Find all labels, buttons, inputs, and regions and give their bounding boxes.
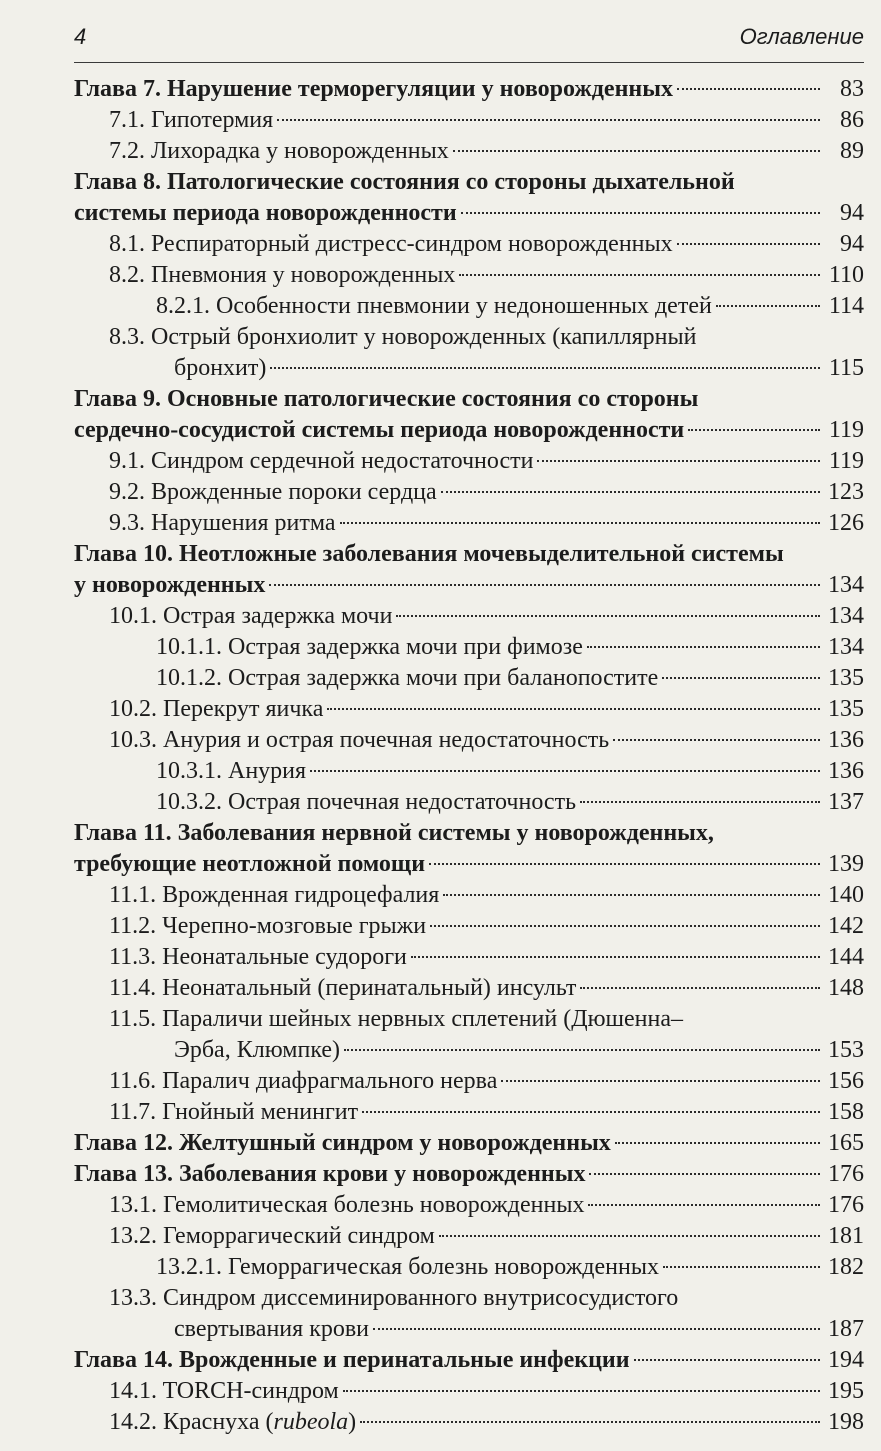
toc-section-entry[interactable] (74, 911, 864, 942)
toc-chapter-entry[interactable] (74, 1159, 864, 1190)
leader-dots (344, 1049, 820, 1051)
leader-dots (589, 1173, 820, 1175)
toc-chapter-entry[interactable] (74, 539, 864, 570)
leader-dots (662, 677, 820, 679)
leader-dots (677, 88, 820, 90)
toc-section-entry[interactable] (74, 229, 864, 260)
page-ref: 115 (828, 355, 864, 381)
leader-dots (441, 491, 820, 493)
toc-section-entry[interactable] (74, 508, 864, 539)
toc-section-entry[interactable] (74, 291, 864, 322)
page-ref: 198 (828, 1409, 864, 1435)
leader-dots (429, 863, 820, 865)
page-ref: 181 (828, 1223, 864, 1249)
page-ref: 195 (828, 1378, 864, 1404)
leader-dots (459, 274, 820, 276)
leader-dots (580, 801, 820, 803)
page-ref: 194 (828, 1347, 864, 1373)
toc-chapter-entry[interactable] (74, 415, 864, 446)
entry-title: 11.6. Паралич диафрагмального нерва (109, 1068, 498, 1094)
toc-section-entry[interactable] (74, 1283, 864, 1314)
page-ref: 94 (840, 231, 864, 257)
toc-chapter-entry[interactable] (74, 198, 864, 229)
entry-title: 8.2.1. Особенности пневмонии у недоношенных детей (156, 293, 712, 319)
entry-title: 13.2. Геморрагический синдром (109, 1223, 435, 1249)
toc-section-entry[interactable] (74, 1376, 864, 1407)
page-ref: 142 (828, 913, 864, 939)
toc-section-entry[interactable] (74, 1407, 864, 1438)
toc-chapter-entry[interactable] (74, 1128, 864, 1159)
leader-dots (588, 1204, 820, 1206)
page-ref: 136 (828, 758, 864, 784)
page-ref: 134 (828, 634, 864, 660)
toc-section-entry[interactable] (74, 1004, 864, 1035)
entry-title: 14.1. TORCH-синдром (109, 1378, 339, 1404)
page-ref: 140 (828, 882, 864, 908)
leader-dots (580, 987, 820, 989)
leader-dots (411, 956, 820, 958)
leader-dots (327, 708, 820, 710)
entry-title: 8.2. Пневмония у новорожденных (109, 262, 456, 288)
entry-title: свертывания крови (174, 1316, 370, 1342)
toc-section-entry[interactable] (74, 632, 864, 663)
entry-title: 8.1. Респираторный дистресс-синдром новорожденных (109, 231, 673, 257)
entry-title: Глава 8. Патологические состояния со стороны дыхательной (74, 169, 735, 195)
toc-section-entry[interactable] (74, 1190, 864, 1221)
entry-title: 7.1. Гипотермия (109, 107, 274, 133)
page-ref: 135 (828, 696, 864, 722)
leader-dots (360, 1421, 820, 1423)
toc-section-entry[interactable] (74, 880, 864, 911)
page-ref: 134 (828, 572, 864, 598)
toc-section-entry[interactable] (74, 1221, 864, 1252)
entry-title: Глава 10. Неотложные заболевания мочевыделительной системы (74, 541, 784, 567)
page-ref: 153 (828, 1037, 864, 1063)
toc-section-entry[interactable] (74, 787, 864, 818)
page-ref: 148 (828, 975, 864, 1001)
entry-title: 11.4. Неонатальный (перинатальный) инсульт (109, 975, 577, 1001)
leader-dots (362, 1111, 820, 1113)
entry-title: требующие неотложной помощи (74, 851, 426, 877)
page-ref: 119 (828, 417, 864, 443)
toc-section-entry[interactable] (74, 663, 864, 694)
leader-dots (634, 1359, 820, 1361)
page-ref: 165 (828, 1130, 864, 1156)
entry-title: 11.3. Неонатальные судороги (109, 944, 407, 970)
toc-section-entry[interactable] (74, 136, 864, 167)
entry-title: 11.7. Гнойный менингит (109, 1099, 359, 1125)
toc-chapter-entry[interactable] (74, 570, 864, 601)
page-ref: 176 (828, 1192, 864, 1218)
page-ref: 114 (828, 293, 864, 319)
entry-title: 9.2. Врожденные пороки сердца (109, 479, 437, 505)
leader-dots (439, 1235, 820, 1237)
toc-section-entry[interactable] (74, 942, 864, 973)
leader-dots (537, 460, 820, 462)
entry-title: 11.2. Черепно-мозговые грыжи (109, 913, 427, 939)
entry-title: Глава 7. Нарушение терморегуляции у новорожденных (74, 76, 673, 102)
toc-section-entry[interactable] (74, 260, 864, 291)
table-of-contents (74, 74, 864, 1438)
leader-dots (373, 1328, 820, 1330)
entry-title: сердечно-сосудистой системы периода новорожденности (74, 417, 685, 443)
entry-title: бронхит) (174, 355, 267, 381)
leader-dots (501, 1080, 820, 1082)
leader-dots (396, 615, 820, 617)
leader-dots (613, 739, 820, 741)
page-ref: 126 (828, 510, 864, 536)
leader-dots (461, 212, 820, 214)
page-ref: 110 (828, 262, 864, 288)
entry-title: Глава 9. Основные патологические состояния со стороны (74, 386, 699, 412)
entry-title: 10.1.1. Острая задержка мочи при фимозе (156, 634, 583, 660)
page-ref: 89 (840, 138, 864, 164)
leader-dots (270, 367, 820, 369)
page-header (74, 22, 864, 63)
entry-title: 9.1. Синдром сердечной недостаточности (109, 448, 534, 474)
entry-title: 13.2.1. Геморрагическая болезнь новорожденных (156, 1254, 659, 1280)
entry-title: 13.3. Синдром диссеминированного внутрисосудистого (109, 1285, 679, 1311)
toc-chapter-entry[interactable] (74, 384, 864, 415)
entry-title: Глава 14. Врожденные и перинатальные инфекции (74, 1347, 630, 1373)
leader-dots (663, 1266, 820, 1268)
entry-title: 10.1. Острая задержка мочи (109, 603, 393, 629)
toc-section-entry[interactable] (74, 756, 864, 787)
page-ref: 137 (828, 789, 864, 815)
page-ref: 182 (828, 1254, 864, 1280)
toc-chapter-entry[interactable] (74, 1345, 864, 1376)
toc-section-entry[interactable] (74, 601, 864, 632)
entry-title: Глава 12. Желтушный синдром у новорожденных (74, 1130, 611, 1156)
leader-dots (615, 1142, 820, 1144)
section-title: Оглавление (739, 24, 864, 49)
leader-dots (277, 119, 820, 121)
page-ref: 134 (828, 603, 864, 629)
entry-title: 11.1. Врожденная гидроцефалия (109, 882, 440, 908)
entry-title: 10.2. Перекрут яичка (109, 696, 324, 722)
page-ref: 158 (828, 1099, 864, 1125)
leader-dots (269, 584, 820, 586)
toc-section-entry[interactable] (74, 725, 864, 756)
toc-section-entry[interactable] (74, 477, 864, 508)
toc-section-entry[interactable] (74, 446, 864, 477)
page-ref: 144 (828, 944, 864, 970)
leader-dots (716, 305, 820, 307)
toc-chapter-entry[interactable] (74, 167, 864, 198)
entry-title: Глава 11. Заболевания нервной системы у новорожденных, (74, 820, 714, 846)
toc-section-entry[interactable] (74, 322, 864, 353)
toc-section-entry[interactable] (74, 105, 864, 136)
entry-title: 10.3.2. Острая почечная недостаточность (156, 789, 577, 815)
page-ref: 176 (828, 1161, 864, 1187)
toc-section-entry[interactable] (74, 1035, 864, 1066)
page-ref: 94 (840, 200, 864, 226)
entry-title: 13.1. Гемолитическая болезнь новорожденных (109, 1192, 585, 1218)
page-ref: 187 (828, 1316, 864, 1342)
entry-title: системы периода новорожденности (74, 200, 457, 226)
leader-dots (453, 150, 820, 152)
page-ref: 123 (828, 479, 864, 505)
toc-section-entry[interactable] (74, 1314, 864, 1345)
leader-dots (587, 646, 820, 648)
toc-section-entry[interactable] (74, 694, 864, 725)
entry-title: 10.3. Анурия и острая почечная недостаточность (109, 727, 610, 753)
toc-chapter-entry[interactable] (74, 818, 864, 849)
entry-title: Глава 13. Заболевания крови у новорожденных (74, 1161, 586, 1187)
toc-section-entry[interactable] (74, 1252, 864, 1283)
leader-dots (430, 925, 820, 927)
page-ref: 136 (828, 727, 864, 753)
leader-dots (340, 522, 820, 524)
toc-chapter-entry[interactable] (74, 74, 864, 105)
page-ref: 139 (828, 851, 864, 877)
entry-title: у новорожденных (74, 572, 266, 598)
page-ref: 83 (840, 76, 864, 102)
toc-section-entry[interactable] (74, 973, 864, 1004)
page-ref: 135 (828, 665, 864, 691)
entry-title: 14.2. Краснуха (rubeola) (109, 1409, 357, 1435)
page-number: 4 (74, 24, 87, 49)
entry-title: 7.2. Лихорадка у новорожденных (109, 138, 449, 164)
toc-section-entry[interactable] (74, 1097, 864, 1128)
toc-chapter-entry[interactable] (74, 849, 864, 880)
page-ref: 156 (828, 1068, 864, 1094)
entry-title: 10.3.1. Анурия (156, 758, 307, 784)
toc-section-entry[interactable] (74, 353, 864, 384)
entry-title: 11.5. Параличи шейных нервных сплетений (Дюшенна– (109, 1006, 683, 1032)
leader-dots (677, 243, 820, 245)
entry-title: Эрба, Клюмпке) (174, 1037, 341, 1063)
entry-title: 8.3. Острый бронхиолит у новорожденных (капиллярный (109, 324, 697, 350)
page-ref: 119 (828, 448, 864, 474)
entry-title: 10.1.2. Острая задержка мочи при баланопостите (156, 665, 659, 691)
toc-section-entry[interactable] (74, 1066, 864, 1097)
leader-dots (443, 894, 820, 896)
leader-dots (343, 1390, 820, 1392)
page-ref: 86 (840, 107, 864, 133)
leader-dots (310, 770, 820, 772)
leader-dots (688, 429, 820, 431)
entry-title: 9.3. Нарушения ритма (109, 510, 336, 536)
